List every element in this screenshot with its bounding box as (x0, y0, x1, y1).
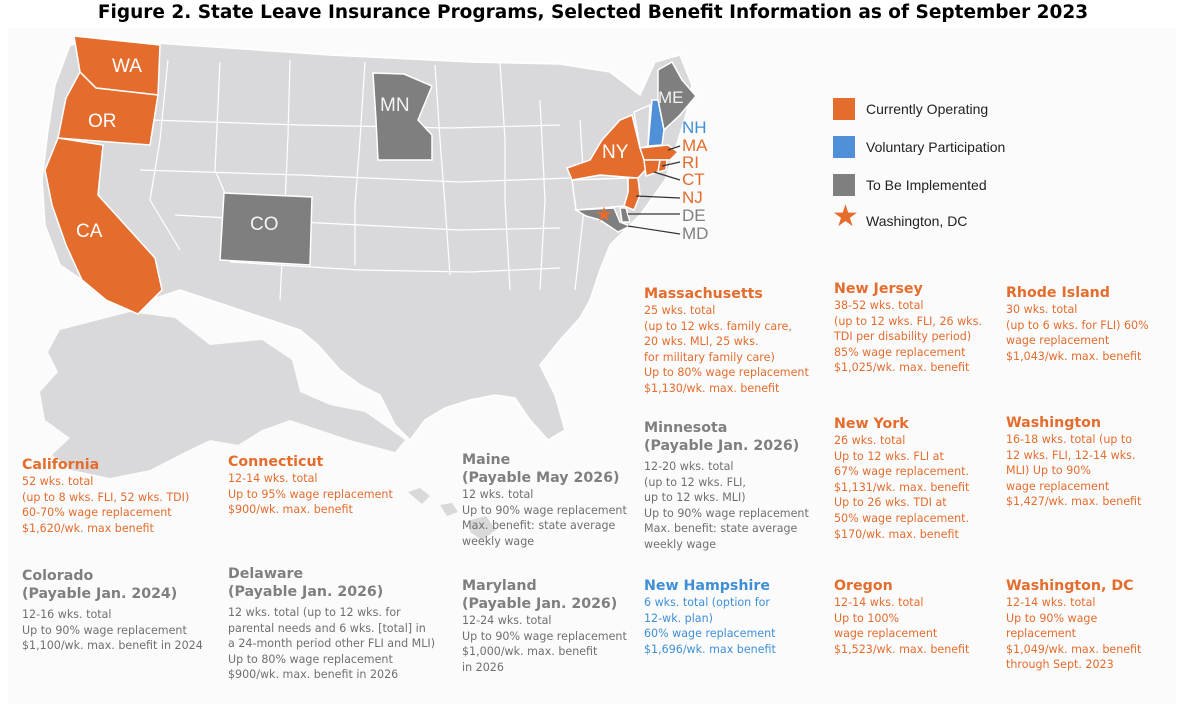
state-ma (640, 145, 678, 160)
state-subtitle: (Payable Jan. 2026) (228, 584, 384, 600)
state-title: Oregon (834, 578, 893, 594)
detail-line: wage replacement (834, 627, 938, 641)
legend-item-washington-dc (832, 200, 1053, 234)
detail-line: Up to 90% wage replacement (22, 623, 187, 637)
detail-line: 12-14 wks. total (1006, 596, 1096, 609)
state-title: Connecticut (228, 454, 324, 470)
map-label-nj: NJ (682, 188, 703, 207)
detail-line: Up to 90% wage replacement (462, 503, 627, 517)
map-label-de: DE (682, 206, 706, 225)
detail-line: $900/wk. max. benefit in 2026 (228, 668, 399, 682)
detail-line: $170/wk. max. benefit (834, 527, 959, 541)
detail-line: 12 wks. total (up to 12 wks. for (228, 606, 401, 619)
detail-line: (up to 12 wks. FLI, (644, 475, 746, 489)
state-subtitle: (Payable Jan. 2024) (22, 586, 178, 602)
detail-line: $1,100/wk. max. benefit in 2024 (22, 639, 203, 653)
detail-line: $900/wk. max. benefit (228, 503, 353, 517)
detail-line: weekly wage (644, 537, 717, 551)
detail-line: $1,620/wk. max benefit (22, 521, 154, 535)
detail-line: 60-70% wage replacement (22, 506, 172, 520)
detail-line: MLI) Up to 90% (1006, 464, 1091, 478)
legend-item-to-be-implemented (833, 172, 1053, 198)
block-washington (1006, 414, 1141, 510)
detail-line: 38-52 wks. total (834, 299, 924, 312)
detail-line: 50% wage replacement. (834, 511, 969, 525)
blue-square-icon (833, 136, 855, 158)
detail-line: Up to 90% wage (1006, 611, 1098, 625)
map-label-ny: NY (602, 142, 629, 163)
legend-label: Washington, DC (866, 213, 968, 229)
map-label-ca: CA (76, 221, 103, 242)
block-washington-dc (1006, 577, 1141, 673)
detail-line: Up to 12 wks. FLI at (834, 449, 944, 463)
detail-line: up to 12 wks. MLI) (644, 491, 746, 505)
detail-line: $1,130/wk. max. benefit (644, 381, 780, 395)
detail-line: 20 wks. MLI, 25 wks. (644, 335, 759, 349)
map-label-ct: CT (682, 170, 705, 189)
block-california (22, 456, 189, 536)
detail-line: in 2026 (462, 660, 504, 674)
detail-line: parental needs and 6 wks. [total] in (228, 621, 426, 635)
state-title: New York (834, 416, 909, 432)
detail-line: Up to 26 wks. TDI at (834, 496, 947, 510)
detail-line: 52 wks. total (22, 475, 94, 488)
map-label-ri: RI (682, 153, 699, 172)
state-title: Washington, DC (1006, 578, 1134, 594)
detail-line: 12-24 wks. total (462, 614, 552, 627)
detail-line: (up to 6 wks. for FLI) 60% (1006, 318, 1149, 332)
detail-line: wage replacement (1006, 334, 1110, 348)
state-subtitle: (Payable May 2026) (462, 470, 620, 486)
detail-line: weekly wage (462, 534, 535, 548)
detail-line: (up to 12 wks. FLI, 26 wks. (834, 314, 982, 328)
legend-label: Currently Operating (866, 101, 989, 117)
detail-line: 6 wks. total (option for (644, 596, 770, 609)
state-title: New Jersey (834, 281, 923, 297)
block-maryland (462, 577, 627, 675)
gray-square-icon (833, 174, 855, 196)
dc-star-icon: ★ (595, 202, 613, 226)
detail-line: $1,000/wk. max. benefit (462, 645, 598, 659)
detail-line: a 24-month period other FLI and MLI) (228, 637, 436, 651)
state-title: Rhode Island (1006, 285, 1110, 301)
block-new-jersey (834, 280, 982, 376)
block-connecticut (228, 453, 393, 518)
detail-line: TDI per disability period) (834, 330, 972, 344)
block-oregon (834, 577, 969, 657)
detail-line: Up to 80% wage replacement (228, 652, 393, 666)
detail-line: 67% wage replacement. (834, 465, 969, 479)
detail-line: (up to 12 wks. family care, (644, 319, 792, 333)
state-title: Washington (1006, 415, 1102, 431)
orange-square-icon (833, 98, 855, 120)
block-new-hampshire (644, 577, 776, 657)
detail-line: $1,523/wk. max. benefit (834, 642, 970, 656)
state-title: Minnesota (644, 420, 728, 436)
block-new-york (834, 415, 969, 542)
map-label-mn: MN (380, 95, 410, 116)
detail-line: Up to 100% (834, 611, 900, 625)
legend-item-voluntary (833, 134, 1053, 160)
detail-line: 12 wks. FLI, 12-14 wks. (1006, 448, 1136, 462)
detail-line: 12 wks. total (462, 488, 534, 501)
detail-line: replacement (1006, 627, 1077, 641)
map-label-md: MD (682, 224, 709, 243)
figure-title: Figure 2. State Leave Insurance Programs, Selected Benefit Information as of September 2023 (97, 2, 1089, 23)
state-title: Massachusetts (644, 286, 763, 302)
map-label-co: CO (250, 214, 279, 235)
detail-line: Up to 90% wage replacement (462, 629, 627, 643)
state-title: Delaware (228, 566, 304, 582)
detail-line: 12-14 wks. total (834, 596, 924, 609)
detail-line: for military family care) (644, 350, 775, 364)
block-delaware (228, 565, 435, 683)
detail-line: $1,131/wk. max. benefit (834, 480, 970, 494)
detail-line: $1,043/wk. max. benefit (1006, 349, 1142, 363)
detail-line: $1,049/wk. max. benefit (1006, 642, 1142, 656)
block-colorado (22, 567, 203, 654)
map-label-wa: WA (112, 56, 142, 77)
map-label-nh: NH (682, 118, 707, 137)
detail-line: 16-18 wks. total (up to (1006, 433, 1133, 446)
detail-line: Max. benefit: state average (644, 522, 798, 536)
legend-item-currently-operating (833, 96, 1053, 122)
state-subtitle: (Payable Jan. 2026) (644, 438, 800, 454)
block-massachusetts (644, 285, 809, 397)
detail-line: 26 wks. total (834, 434, 906, 447)
detail-line: Up to 80% wage replacement (644, 366, 809, 380)
detail-line: 12-wk. plan) (644, 611, 713, 625)
detail-line: Max. benefit: state average (462, 519, 616, 533)
detail-line: Up to 90% wage replacement (644, 506, 809, 520)
detail-line: through Sept. 2023 (1006, 658, 1114, 672)
state-title: Maine (462, 452, 511, 468)
detail-line: Up to 95% wage replacement (228, 487, 393, 501)
map-label-or: OR (88, 111, 117, 132)
star-icon: ★ (832, 200, 859, 233)
detail-line: $1,025/wk. max. benefit (834, 361, 970, 375)
block-maine (462, 451, 627, 549)
detail-line: 60% wage replacement (644, 627, 776, 641)
detail-line: 12-20 wks. total (644, 460, 734, 473)
detail-line: 85% wage replacement (834, 345, 966, 359)
detail-line: 25 wks. total (644, 304, 716, 317)
state-title: Colorado (22, 568, 94, 584)
state-title: New Hampshire (644, 578, 770, 594)
detail-line: (up to 8 wks. FLI, 52 wks. TDI) (22, 490, 190, 504)
block-rhode-island (1006, 284, 1149, 364)
map-label-me: ME (658, 88, 684, 107)
detail-line: $1,696/wk. max benefit (644, 642, 776, 656)
block-minnesota (644, 419, 809, 553)
detail-line: 12-14 wks. total (228, 472, 318, 485)
state-subtitle: (Payable Jan. 2026) (462, 596, 618, 612)
state-title: Maryland (462, 578, 537, 594)
detail-line: wage replacement (1006, 479, 1110, 493)
legend-label: To Be Implemented (866, 177, 987, 193)
legend-label: Voluntary Participation (866, 139, 1006, 155)
state-title: California (22, 457, 100, 473)
detail-line: 12-16 wks. total (22, 608, 112, 621)
detail-line: $1,427/wk. max. benefit (1006, 495, 1142, 509)
detail-line: 30 wks. total (1006, 303, 1078, 316)
map-label-ma: MA (682, 136, 708, 155)
